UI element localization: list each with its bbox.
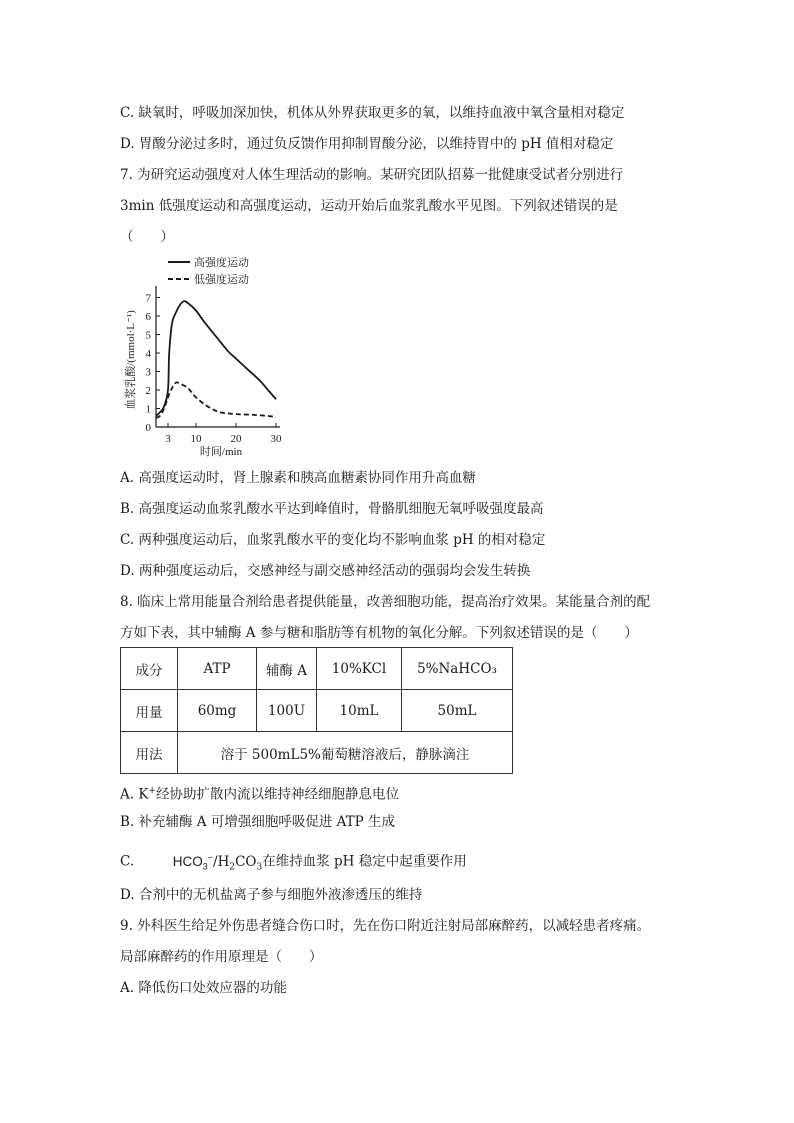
y-tick-label: 6 [145,311,151,324]
chart-legend [168,255,249,286]
y-axis-ticks [146,293,161,434]
y-tick-label: 0 [145,422,151,434]
bicarbonate-formula: $HCO_3^-$ [172,852,214,872]
q8a-text: 经协助扩散内流以维持神经细胞静息电位 [155,786,399,803]
q6-option-d: D. 胃酸分泌过多时，通过负反馈作用抑制胃酸分泌，以维持胃中的 pH 值相对稳定 [120,136,614,152]
energy-mixture-table [120,647,513,774]
y-axis-label: 血浆乳酸/(mmol·L⁻¹) [125,310,137,410]
q7-stem-line2: 3min 低强度运动和高强度运动，运动开始后血浆乳酸水平见图。下列叙述错误的是 [120,198,618,214]
q8c-label: C. [120,853,135,870]
table-cell: 成分 [121,648,178,690]
table-cell: 50mL [402,690,513,732]
q8-stem-line2: 方如下表，其中辅酶 A 参与糖和脂肪等有机物的氧化分解。下列叙述错误的是（ ） [120,625,638,641]
x-axis-label: 时间/min [199,446,243,458]
y-tick-label: 4 [145,348,151,361]
q8c-text: 在维持血浆 pH 稳定中起重要作用 [262,853,467,870]
series-high-intensity-line [156,301,276,416]
x-tick-label: 30 [270,433,282,445]
q7-option-c: C. 两种强度运动后，血浆乳酸水平的变化均不影响血浆 pH 的相对稳定 [120,532,546,548]
q8-option-c [120,848,467,876]
y-tick-label: 5 [145,329,151,342]
y-tick-label: 3 [145,366,151,379]
table-cell: 100U [257,690,317,732]
table-cell: 用量 [121,690,178,732]
q7-answer-paren: （ ） [120,229,174,245]
q8-option-a [120,782,399,804]
chart-series [156,301,276,418]
table-cell: 5%NaHCO₃ [402,648,513,690]
legend-label-high: 高强度运动 [194,257,249,269]
y-tick-label: 2 [145,385,151,398]
table-cell: 10mL [317,690,402,732]
table-row [121,648,513,690]
x-tick-label: 10 [190,433,202,445]
q6-option-c: C. 缺氧时，呼吸加深加快，机体从外界获取更多的氧，以维持血液中氧含量相对稳定 [120,105,625,121]
carbonic-acid-formula: $/H_2CO_3$ [213,853,263,873]
y-tick-label: 7 [145,292,151,305]
table-cell: 溶于 500mL5%葡萄糖溶液后，静脉滴注 [178,732,513,774]
legend-label-low: 低强度运动 [194,274,249,286]
x-axis-ticks [165,423,282,445]
table-row [121,690,513,732]
q8-option-b: B. 补充辅酶 A 可增强细胞呼吸促进 ATP 生成 [120,814,396,830]
q9-option-a: A. 降低伤口处效应器的功能 [120,980,287,996]
q8-stem-line1: 8. 临床上常用能量合剂给患者提供能量，改善细胞功能，提高治疗效果。某能量合剂的配 [120,594,651,610]
table-cell: 60mg [178,690,257,732]
x-tick-label: 20 [230,433,242,445]
q8-option-d: D. 合剂中的无机盐离子参与细胞外液渗透压的维持 [120,887,423,903]
q7-option-a: A. 高强度运动时，肾上腺素和胰高血糖素协同作用升高血糖 [120,470,476,486]
table-cell: 辅酶 A [257,648,317,690]
table-cell: 用法 [121,732,178,774]
q9-stem-line1: 9. 外科医生给足外伤患者缝合伤口时，先在伤口附近注射局部麻醉药，以减轻患者疼痛。 [120,918,651,934]
x-tick-label: 3 [165,433,171,445]
q7-option-b: B. 高强度运动血浆乳酸水平达到峰值时，骨骼肌细胞无氧呼吸强度最高 [120,501,544,517]
lactate-chart [118,250,298,465]
table-row [121,732,513,774]
y-tick-label: 1 [145,403,151,416]
q7-stem-line1: 7. 为研究运动强度对人体生理活动的影响。某研究团队招募一批健康受试者分别进行 [120,167,624,183]
table-cell: 10%KCl [317,648,402,690]
q7-option-d: D. 两种强度运动后，交感神经与副交感神经活动的强弱均会发生转换 [120,563,531,579]
q8a-superscript: + [148,786,156,796]
series-low-intensity-line [156,382,276,418]
q9-stem-line2: 局部麻醉药的作用原理是（ ） [120,949,323,965]
q8a-prefix: A. K [120,786,149,803]
table-cell: ATP [178,648,257,690]
